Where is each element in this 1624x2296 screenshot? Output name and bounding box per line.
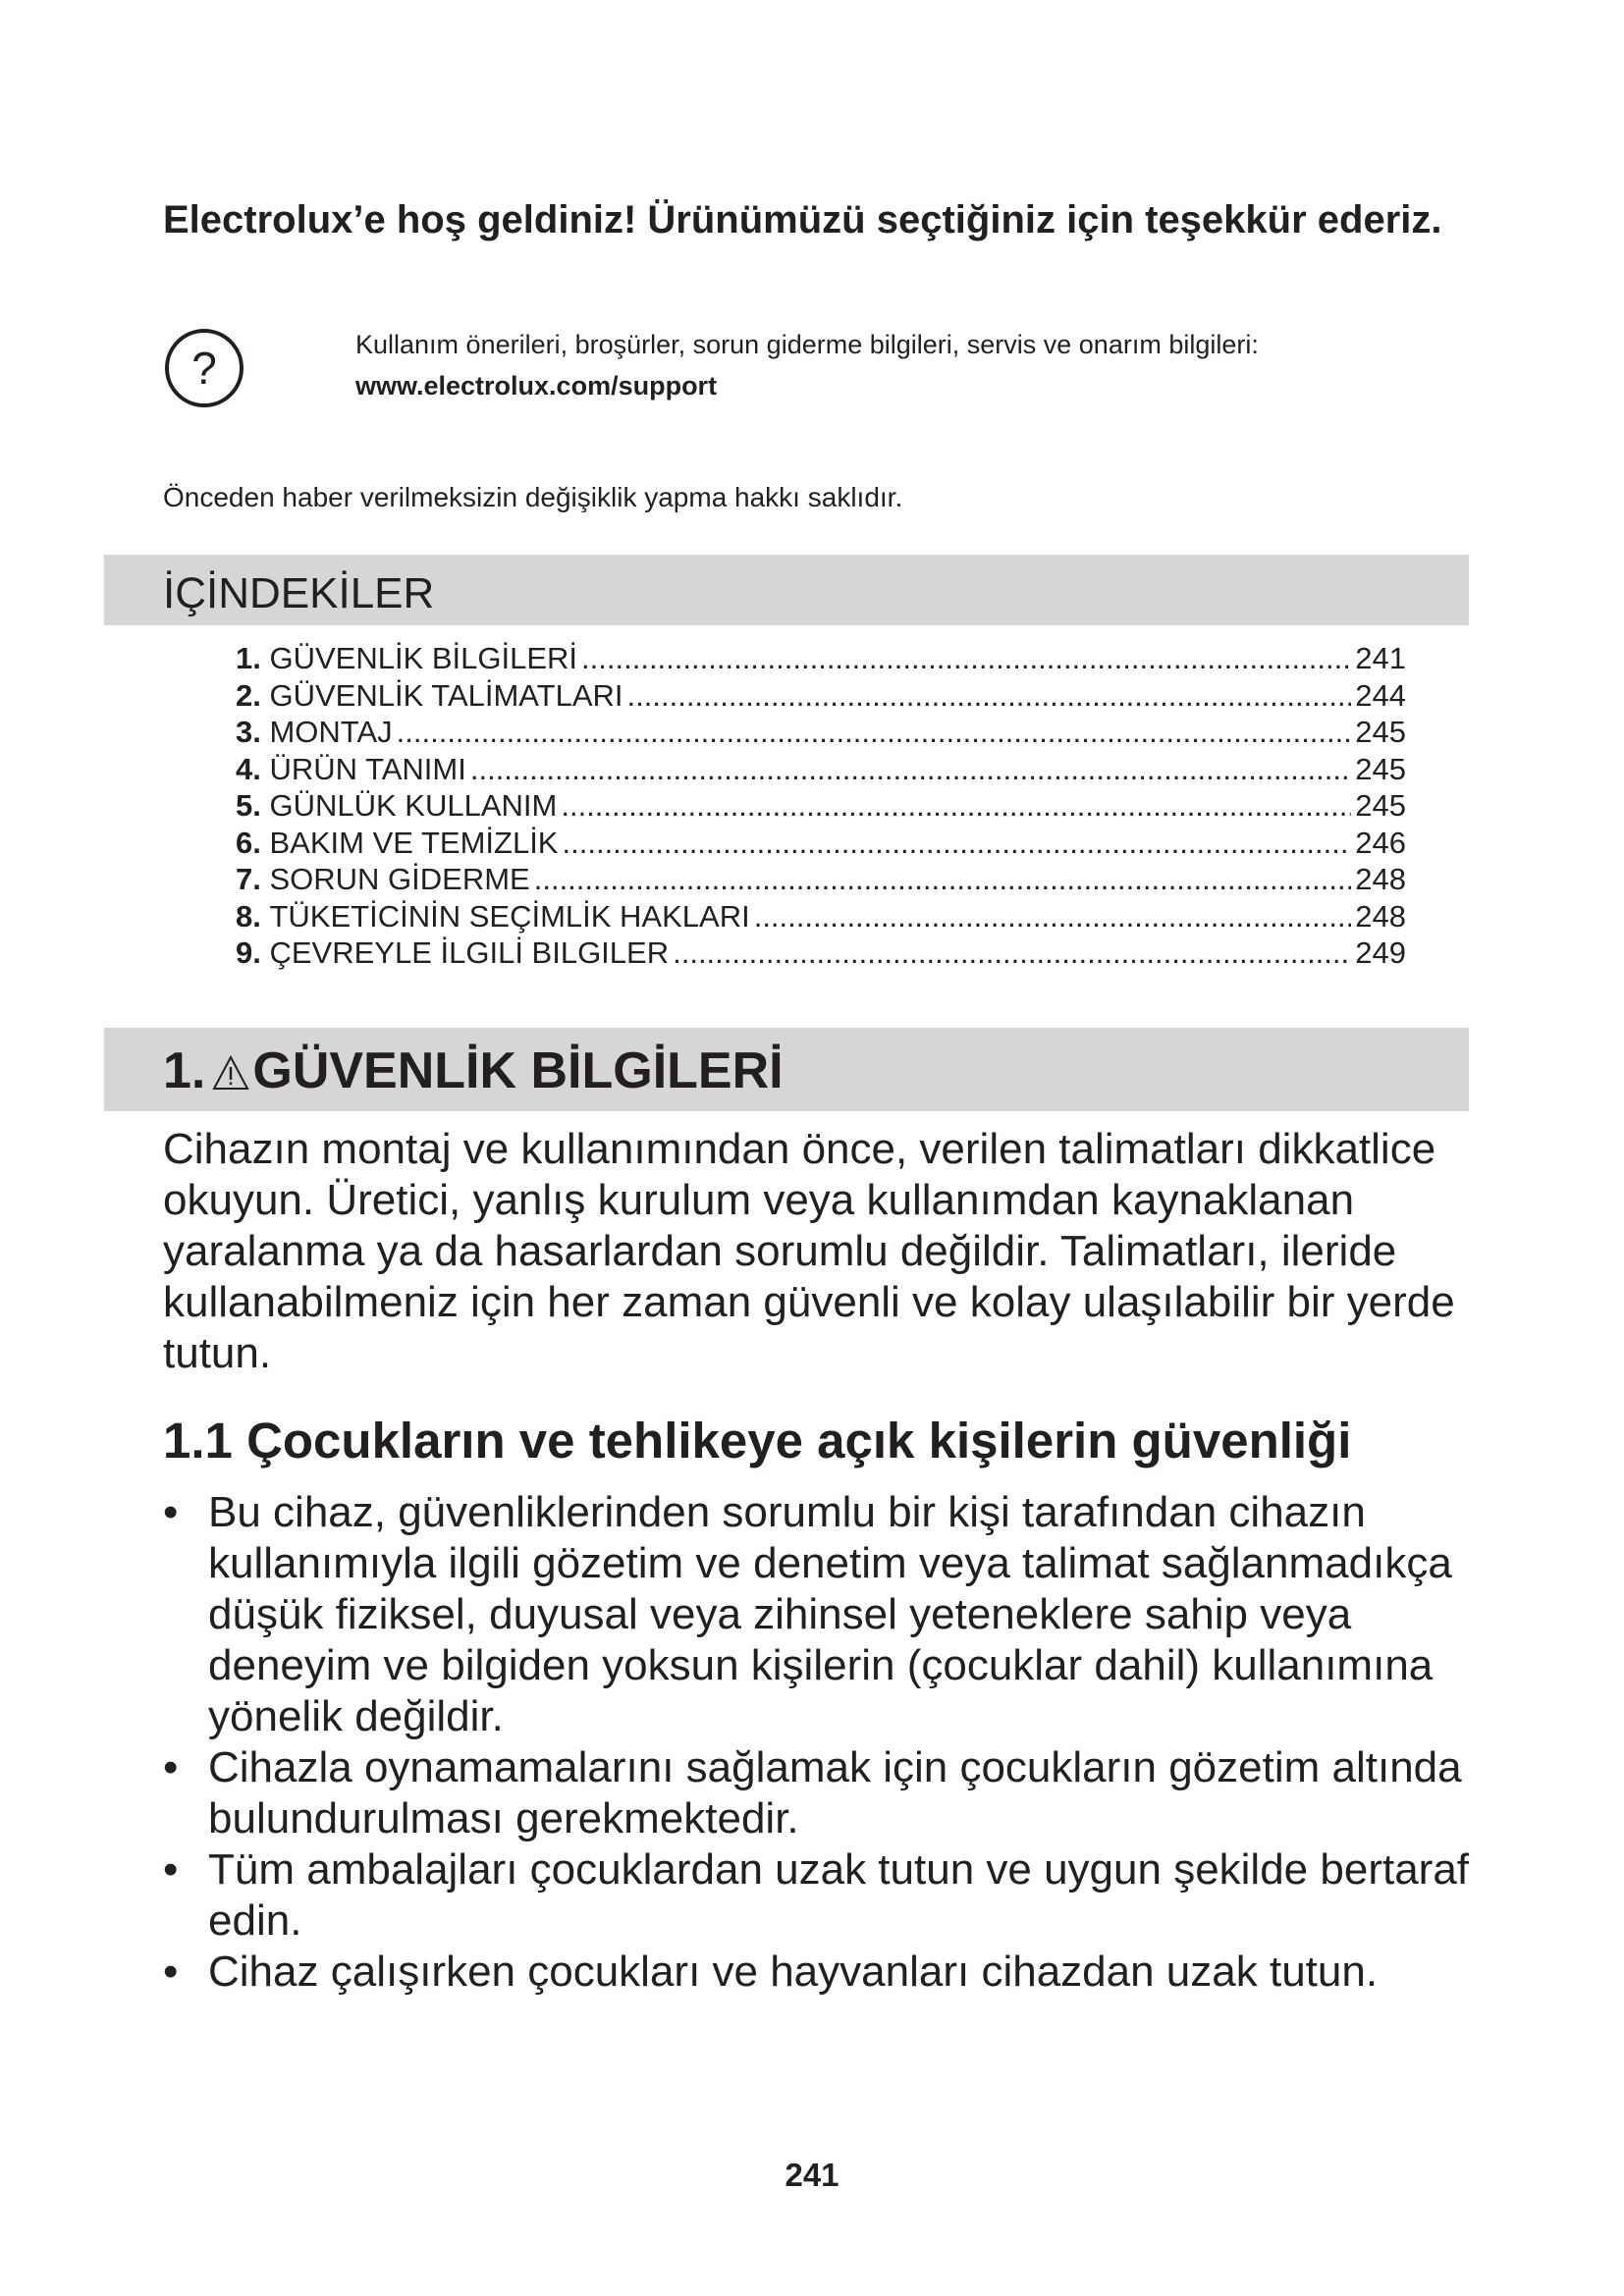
toc-item-number: 9. xyxy=(236,935,261,970)
toc-item-label: MONTAJ xyxy=(269,715,393,749)
toc-item-label: BAKIM VE TEMİZLİK xyxy=(269,825,559,860)
list-item xyxy=(163,1742,1479,1844)
toc-item-page: 245 xyxy=(1355,715,1406,749)
bullet-mark: • xyxy=(163,1743,179,1791)
toc-item-number: 3. xyxy=(236,715,261,749)
toc-leader xyxy=(627,677,1352,715)
bullet-text: Bu cihaz, güvenliklerinden sorumlu bir kişi tarafından cihazın kullanımıyla ilgili gözetim ve denetim veya talimat sağlanmadıkça düşük fiziksel, duyusal veya zihinsel yeteneklere sahip veya deneyim ve bilgiden yoksun kişilerin (çocuklar dahil) kullanımına yönelik değildir. xyxy=(208,1488,1452,1740)
toc-item-number: 7. xyxy=(236,862,261,896)
list-item xyxy=(163,1947,1479,1998)
toc-item-page: 249 xyxy=(1355,935,1406,970)
toc-item-number: 2. xyxy=(236,677,261,713)
section-title-text: GÜVENLİK BİLGİLERİ xyxy=(252,1042,784,1099)
toc-item-number: 4. xyxy=(236,751,261,786)
toc-leader xyxy=(534,861,1352,898)
bullet-mark: • xyxy=(163,1488,179,1536)
toc-item-page: 248 xyxy=(1355,898,1406,934)
question-circle-icon xyxy=(163,327,245,409)
support-info xyxy=(355,324,1455,406)
toc-item-number: 6. xyxy=(236,825,261,860)
section-number: 1. xyxy=(163,1042,206,1099)
toc-item[interactable] xyxy=(236,714,1406,751)
toc-item-page: 245 xyxy=(1355,751,1406,786)
toc-item-page: 244 xyxy=(1355,677,1406,713)
toc-item-number: 1. xyxy=(236,641,261,675)
toc-leader xyxy=(397,714,1352,751)
toc-item-page: 248 xyxy=(1355,862,1406,896)
toc-item-page: 245 xyxy=(1355,788,1406,823)
toc-item[interactable] xyxy=(236,861,1406,898)
bullet-text: Tüm ambalajları çocuklardan uzak tutun ve uygun şekilde bertaraf edin. xyxy=(208,1845,1470,1945)
page-number: 241 xyxy=(785,2157,839,2193)
toc-leader xyxy=(470,751,1351,788)
list-item xyxy=(163,1844,1479,1947)
list-item xyxy=(163,1487,1479,1742)
toc-item[interactable] xyxy=(236,898,1406,935)
toc-item-page: 241 xyxy=(1355,641,1406,675)
support-description: Kullanım önerileri, broşürler, sorun giderme bilgileri, servis ve onarım bilgileri: xyxy=(355,330,1259,359)
section-intro: Cihazın montaj ve kullanımından önce, verilen talimatları dikkatlice okuyun. Üretici, yanlış kurulum veya kullanımdan kaynaklanan yaralanma ya da hasarlardan sorumlu değildir. Talimatları, ileride kullanabilmeniz için her zaman güvenli ve kolay ulaşılabilir bir yerde tutun. xyxy=(163,1125,1455,1377)
toc-leader xyxy=(563,825,1352,862)
toc-item-label: GÜVENLİK BİLGİLERİ xyxy=(269,641,578,675)
toc-item-page: 246 xyxy=(1355,825,1406,860)
toc-item[interactable] xyxy=(236,677,1406,715)
bullet-mark: • xyxy=(163,1845,179,1894)
toc-item[interactable] xyxy=(236,934,1406,972)
toc-item[interactable] xyxy=(236,751,1406,788)
toc-leader xyxy=(561,787,1351,825)
toc-leader xyxy=(673,934,1351,972)
support-link[interactable]: www.electrolux.com/support xyxy=(355,371,718,400)
safety-bullet-list xyxy=(163,1487,1479,1998)
bullet-mark: • xyxy=(163,1948,179,1996)
svg-text:?: ? xyxy=(191,343,217,394)
rights-notice: Önceden haber verilmeksizin değişiklik yapma hakkı saklıdır. xyxy=(163,482,903,512)
toc-leader xyxy=(581,640,1351,677)
toc-item-label: ÇEVREYLE İLGILİ BILGILER xyxy=(269,935,670,970)
toc-item-number: 8. xyxy=(236,898,261,934)
toc-item[interactable] xyxy=(236,640,1406,677)
toc-leader xyxy=(754,898,1352,935)
toc-item-label: GÜNLÜK KULLANIM xyxy=(269,788,558,823)
welcome-heading: Electrolux’e hoş geldiniz! Ürünümüzü seçtiğiniz için teşekkür ederiz. xyxy=(163,198,1442,241)
toc-item-label: GÜVENLİK TALİMATLARI xyxy=(269,677,623,713)
toc-title: İÇİNDEKİLER xyxy=(163,569,435,617)
table-of-contents xyxy=(236,640,1406,972)
toc-item-label: SORUN GİDERME xyxy=(269,862,530,896)
toc-item-label: TÜKETİCİNİN SEÇİMLİK HAKLARI xyxy=(269,898,750,934)
warning-triangle-icon xyxy=(211,1054,250,1092)
toc-item-label: ÜRÜN TANIMI xyxy=(269,751,466,786)
bullet-text: Cihaz çalışırken çocukları ve hayvanları cihazdan uzak tutun. xyxy=(208,1948,1379,1996)
toc-item[interactable] xyxy=(236,825,1406,862)
toc-item[interactable] xyxy=(236,787,1406,825)
subsection-title: 1.1 Çocukların ve tehlikeye açık kişilerin güvenliği xyxy=(163,1413,1352,1468)
section-title xyxy=(163,1041,784,1101)
toc-item-number: 5. xyxy=(236,788,261,823)
bullet-text: Cihazla oynamamalarını sağlamak için çocukların gözetim altında bulundurulması gerekmektedir. xyxy=(208,1743,1462,1842)
